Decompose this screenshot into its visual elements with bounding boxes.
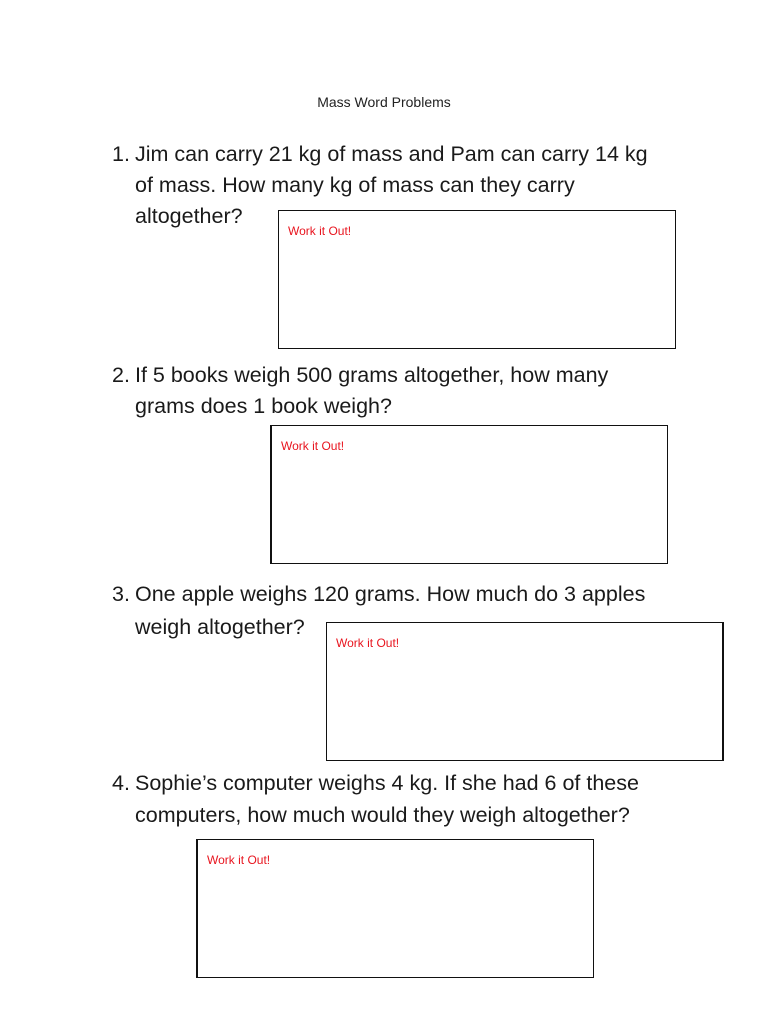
problem-line: One apple weighs 120 grams. How much do 3 apples <box>135 582 646 606</box>
problem-number: 3. <box>112 582 130 606</box>
work-area-box[interactable] <box>196 839 594 978</box>
problem-line: Jim can carry 21 kg of mass and Pam can carry 14 kg <box>135 142 648 166</box>
problem-line: weigh altogether? <box>135 615 305 639</box>
work-area-box[interactable] <box>278 210 676 349</box>
work-it-out-label: Work it Out! <box>207 853 271 867</box>
problem-line: grams does 1 book weigh? <box>135 394 392 418</box>
problem-number: 2. <box>112 363 130 387</box>
page-title: Mass Word Problems <box>317 94 451 110</box>
work-area-box[interactable] <box>270 425 668 564</box>
work-it-out-label: Work it Out! <box>281 439 345 453</box>
problem-line: If 5 books weigh 500 grams altogether, how many <box>135 363 609 387</box>
problem-number: 4. <box>112 771 130 795</box>
problem-line: computers, how much would they weigh altogether? <box>135 803 630 827</box>
problem-line: Sophie’s computer weighs 4 kg. If she had 6 of these <box>135 771 639 795</box>
work-it-out-label: Work it Out! <box>336 636 400 650</box>
work-it-out-label: Work it Out! <box>288 224 352 238</box>
problem-number: 1. <box>112 142 130 166</box>
problem-line: altogether? <box>135 204 243 228</box>
work-area-box[interactable] <box>326 622 724 761</box>
problem-line: of mass. How many kg of mass can they carry <box>135 173 575 197</box>
